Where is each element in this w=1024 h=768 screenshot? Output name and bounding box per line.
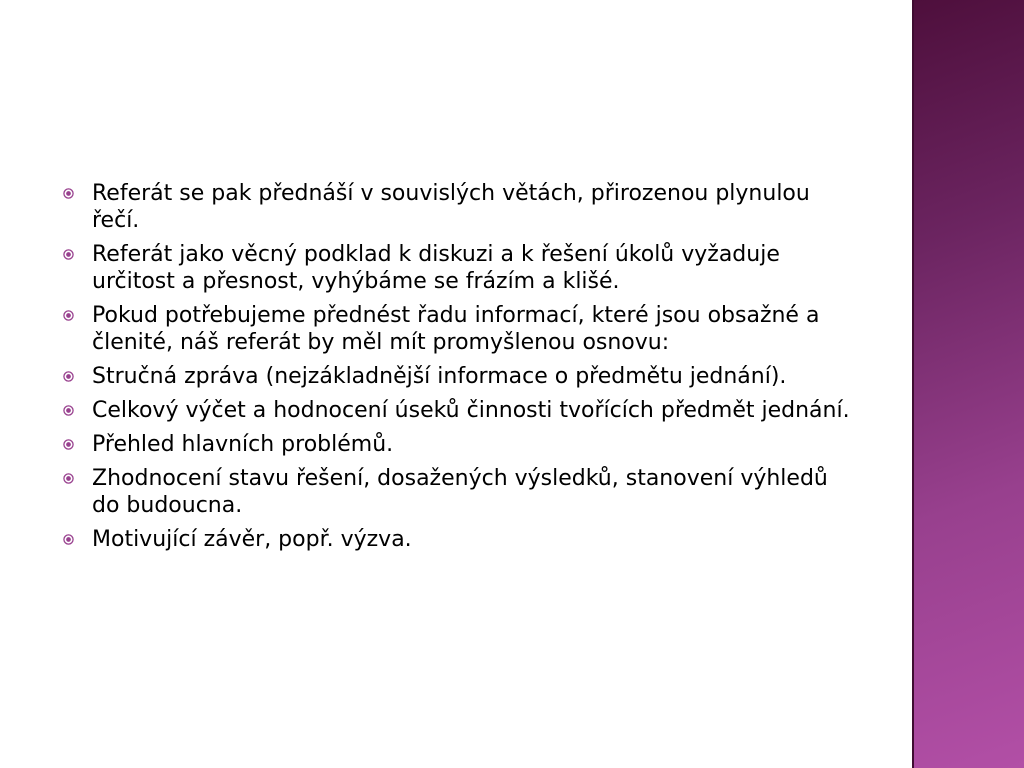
bullet-item (60, 526, 860, 553)
bullet-item (60, 241, 860, 295)
side-band-edge (912, 0, 914, 768)
circle-bullet-icon (63, 534, 74, 545)
circle-bullet-icon (63, 371, 74, 382)
bullet-item (60, 397, 860, 424)
bullet-text: Stručná zpráva (nejzákladnější informace o předmětu jednání). (92, 364, 787, 389)
bullet-text: Pokud potřebujeme přednést řadu informací, které jsou obsažné a členité, náš referát by měl mít promyšlenou osnovu: (92, 303, 820, 355)
bullet-text: Referát jako věcný podklad k diskuzi a k řešení úkolů vyžaduje určitost a přesnost, vyhýbáme se frázím a klišé. (92, 242, 780, 294)
bullet-item (60, 302, 860, 356)
bullet-text: Zhodnocení stavu řešení, dosažených výsledků, stanovení výhledů do budoucna. (92, 466, 828, 518)
circle-bullet-icon (63, 249, 74, 260)
bullet-text: Motivující závěr, popř. výzva. (92, 527, 412, 552)
bullet-text: Celkový výčet a hodnocení úseků činnosti tvořících předmět jednání. (92, 398, 850, 423)
circle-bullet-icon (63, 188, 74, 199)
circle-bullet-icon (63, 405, 74, 416)
bullet-item (60, 431, 860, 458)
bullet-list (60, 180, 860, 553)
bullet-item (60, 363, 860, 390)
bullet-item (60, 180, 860, 234)
slide-content (60, 180, 860, 560)
circle-bullet-icon (63, 310, 74, 321)
bullet-text: Přehled hlavních problémů. (92, 432, 394, 457)
bullet-text: Referát se pak přednáší v souvislých větách, přirozenou plynulou řečí. (92, 181, 810, 233)
circle-bullet-icon (63, 473, 74, 484)
bullet-item (60, 465, 860, 519)
circle-bullet-icon (63, 439, 74, 450)
decorative-side-band (912, 0, 1024, 768)
